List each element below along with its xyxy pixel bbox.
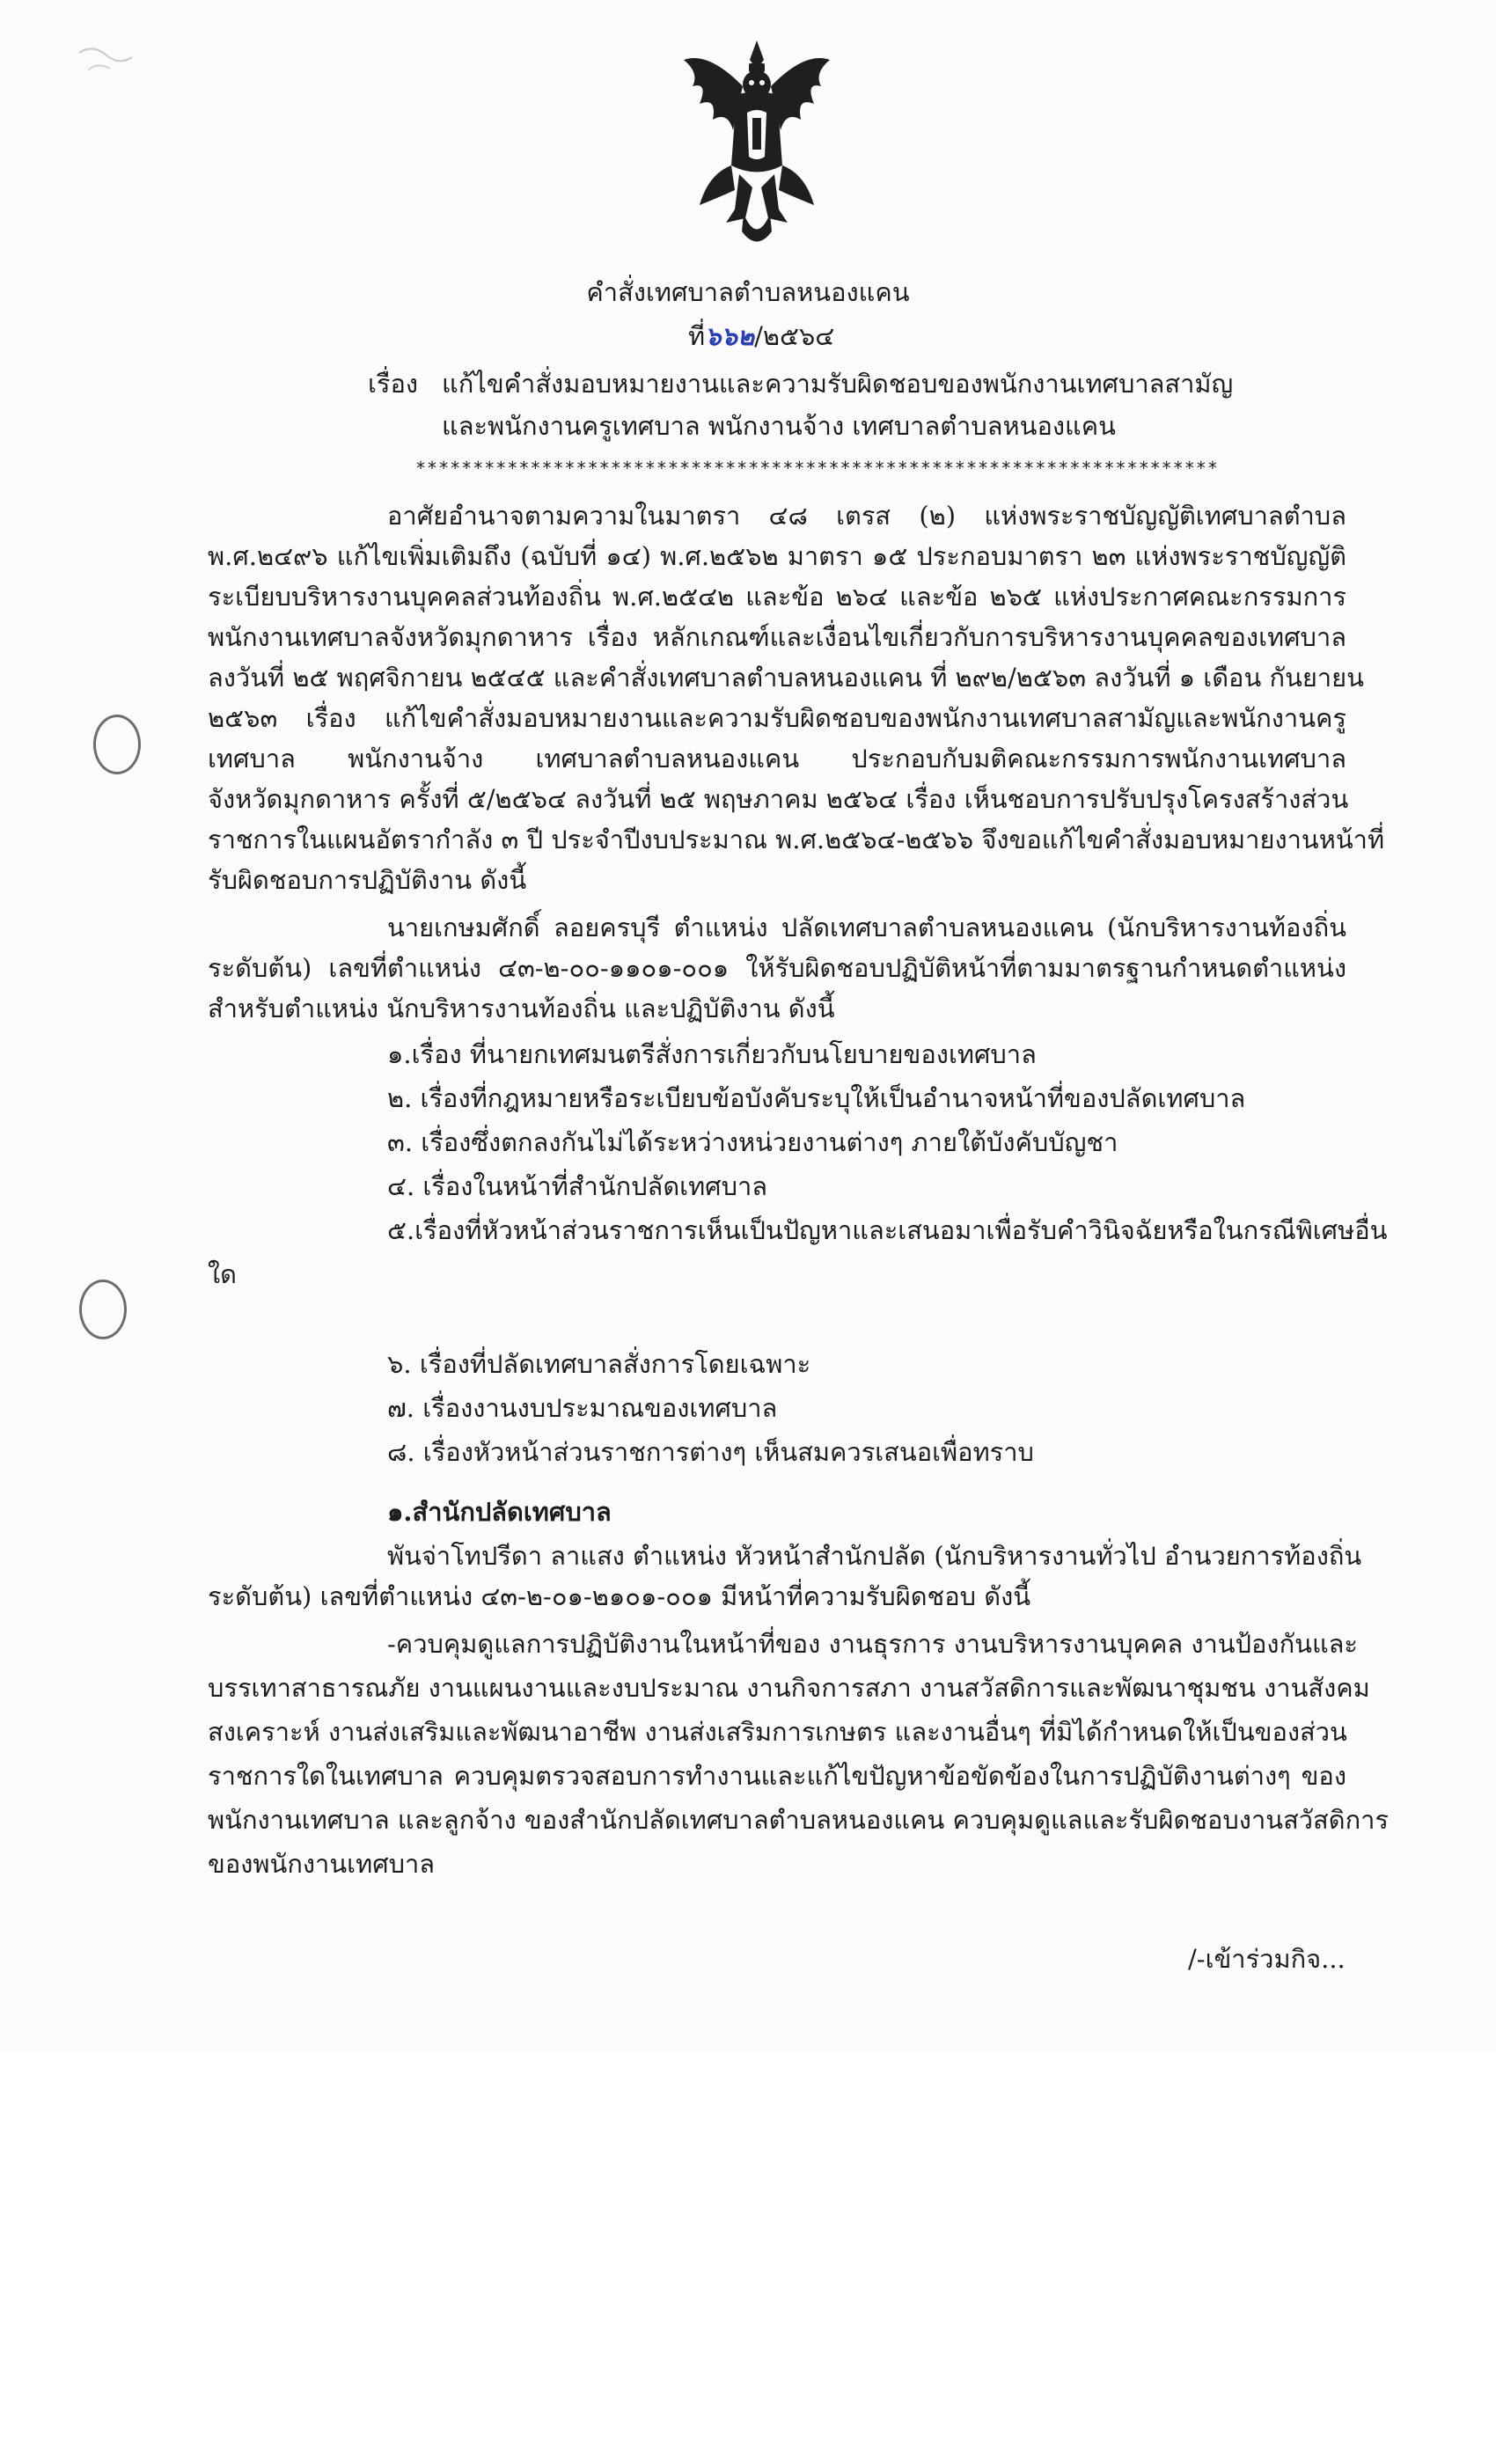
assignee-line: นายเกษมศักดิ์ ลอยครบุรี ตำแหน่ง ปลัดเทศบาลตำบลหนองแคน (นักบริหารงานท้องถิ่น	[387, 913, 1346, 942]
assignee-line: สำหรับตำแหน่ง นักบริหารงานท้องถิ่น และปฏิบัติงาน ดังนี้	[208, 994, 835, 1023]
order-number	[688, 319, 834, 354]
order-title: คำสั่งเทศบาลตำบลหนองแคน	[586, 277, 910, 307]
intro-line: ลงวันที่ ๒๕ พฤศจิกายน ๒๕๔๕ และคำสั่งเทศบาลตำบลหนองแคน ที่ ๒๙๒/๒๕๖๓ ลงวันที่ ๑ เดือน กันยายน	[208, 663, 1364, 693]
section-duty-line: -ควบคุมดูแลการปฏิบัติงานในหน้าที่ของ งานธุรการ งานบริหารงานบุคคล งานป้องกันและ	[387, 1629, 1359, 1659]
subject-line-1: แก้ไขคำสั่งมอบหมายงานและความรับผิดชอบของพนักงานเทศบาลสามัญ	[442, 369, 1234, 399]
intro-line: อาศัยอำนาจตามความในมาตรา ๔๘ เตรส (๒) แห่งพระราชบัญญัติเทศบาลตำบล	[387, 501, 1346, 531]
intro-line: จังหวัดมุกดาหาร ครั้งที่ ๕/๒๕๖๔ ลงวันที่ ๒๕ พฤษภาคม ๒๕๖๔ เรื่อง เห็นชอบการปรับปรุงโครงสร้างส่วน	[208, 784, 1349, 814]
page-continuation: /-เข้าร่วมกิจ...	[1188, 1944, 1346, 1974]
subject-label: เรื่อง	[368, 369, 419, 399]
duty-item: ๕.เรื่องที่หัวหน้าส่วนราชการเห็นเป็นปัญหาและเสนอมาเพื่อรับคำวินิจฉัยหรือในกรณีพิเศษอื่น	[387, 1215, 1388, 1245]
duty-item-continuation: ใด	[208, 1259, 237, 1289]
intro-line: รับผิดชอบการปฏิบัติงาน ดังนี้	[208, 865, 527, 895]
duty-item: ๓. เรื่องซึ่งตกลงกันไม่ได้ระหว่างหน่วยงานต่างๆ ภายใต้บังคับบัญชา	[387, 1127, 1118, 1157]
duty-item: ๖. เรื่องที่ปลัดเทศบาลสั่งการโดยเฉพาะ	[387, 1349, 811, 1379]
punch-hole	[79, 1280, 127, 1339]
subject-line-2: และพนักงานครูเทศบาล พนักงานจ้าง เทศบาลตำบลหนองแคน	[442, 411, 1116, 441]
intro-line: ราชการในแผนอัตรากำลัง ๓ ปี ประจำปีงบประมาณ พ.ศ.๒๕๖๔-๒๕๖๖ จึงขอแก้ไขคำสั่งมอบหมายงานหน้าที่	[208, 825, 1385, 854]
intro-line: ๒๕๖๓ เรื่อง แก้ไขคำสั่งมอบหมายงานและความรับผิดชอบของพนักงานเทศบาลสามัญและพนักงานครู	[208, 703, 1346, 733]
intro-line: เทศบาล พนักงานจ้าง เทศบาลตำบลหนองแคน ประกอบกับมติคณะกรรมการพนักงานเทศบาล	[208, 744, 1346, 774]
duty-item: ๒. เรื่องที่กฎหมายหรือระเบียบข้อบังคับระบุให้เป็นอำนาจหน้าที่ของปลัดเทศบาล	[387, 1083, 1246, 1113]
intro-line: พนักงานเทศบาลจังหวัดมุกดาหาร เรื่อง หลักเกณฑ์และเงื่อนไขเกี่ยวกับการบริหารงานบุคคลของเทศบาล	[208, 622, 1346, 652]
garuda-emblem	[673, 33, 840, 253]
assignee-line: ระดับต้น) เลขที่ตำแหน่ง ๔๓-๒-๐๐-๑๑๐๑-๐๐๑ ให้รับผิดชอบปฏิบัติหน้าที่ตามมาตรฐานกำหนดตำแหน่ง	[208, 953, 1346, 983]
duty-item: ๔. เรื่องในหน้าที่สำนักปลัดเทศบาล	[387, 1171, 768, 1201]
section-duty-line: ราชการใดในเทศบาล ควบคุมตรวจสอบการทำงานและแก้ไขปัญหาข้อขัดข้องในการปฏิบัติงานต่างๆ ของ	[208, 1761, 1346, 1791]
duty-item: ๑.เรื่อง ที่นายกเทศมนตรีสั่งการเกี่ยวกับนโยบายของเทศบาล	[387, 1039, 1037, 1069]
blank-margin	[0, 2050, 1496, 2464]
separator-stars: **********************************************************************	[415, 458, 1219, 479]
section-duty-line: สงเคราะห์ งานส่งเสริมและพัฒนาอาชีพ งานส่งเสริมการเกษตร และงานอื่นๆ ที่มิได้กำหนดให้เป็นของส่วน	[208, 1717, 1347, 1747]
section-person-line: ระดับต้น) เลขที่ตำแหน่ง ๔๓-๒-๐๑-๒๑๐๑-๐๐๑ มีหน้าที่ความรับผิดชอบ ดังนี้	[208, 1581, 1031, 1611]
section-heading: ๑.สำนักปลัดเทศบาล	[387, 1497, 612, 1527]
order-number-suffix: /๒๕๖๔	[754, 321, 835, 351]
duty-item: ๗. เรื่องงานงบประมาณของเทศบาล	[387, 1393, 778, 1423]
scan-smudge	[70, 35, 141, 88]
section-duty-line: บรรเทาสาธารณภัย งานแผนงานและงบประมาณ งานกิจการสภา งานสวัสดิการและพัฒนาชุมชน งานสังคม	[208, 1673, 1370, 1703]
order-number-handwritten: ๖๖๒	[705, 321, 755, 351]
section-duty-line: ของพนักงานเทศบาล	[208, 1849, 436, 1879]
intro-line: พ.ศ.๒๔๙๖ แก้ไขเพิ่มเติมถึง (ฉบับที่ ๑๔) พ.ศ.๒๕๖๒ มาตรา ๑๕ ประกอบมาตรา ๒๓ แห่งพระราชบัญญัติ	[208, 541, 1346, 571]
intro-line: ระเบียบบริหารงานบุคคลส่วนท้องถิ่น พ.ศ.๒๕๔๒ และข้อ ๒๖๔ และข้อ ๒๖๕ แห่งประกาศคณะกรรมการ	[208, 582, 1346, 612]
order-number-prefix: ที่	[688, 321, 706, 351]
section-person-line: พันจ่าโทปรีดา ลาแสง ตำแหน่ง หัวหน้าสำนักปลัด (นักบริหารงานทั่วไป อำนวยการท้องถิ่น	[387, 1541, 1362, 1571]
section-duty-line: พนักงานเทศบาล และลูกจ้าง ของสำนักปลัดเทศบาลตำบลหนองแคน ควบคุมดูแลและรับผิดชอบงานสวัสดิการ	[208, 1805, 1390, 1835]
duty-item: ๘. เรื่องหัวหน้าส่วนราชการต่างๆ เห็นสมควรเสนอเพื่อทราบ	[387, 1437, 1034, 1467]
punch-hole	[93, 715, 141, 774]
